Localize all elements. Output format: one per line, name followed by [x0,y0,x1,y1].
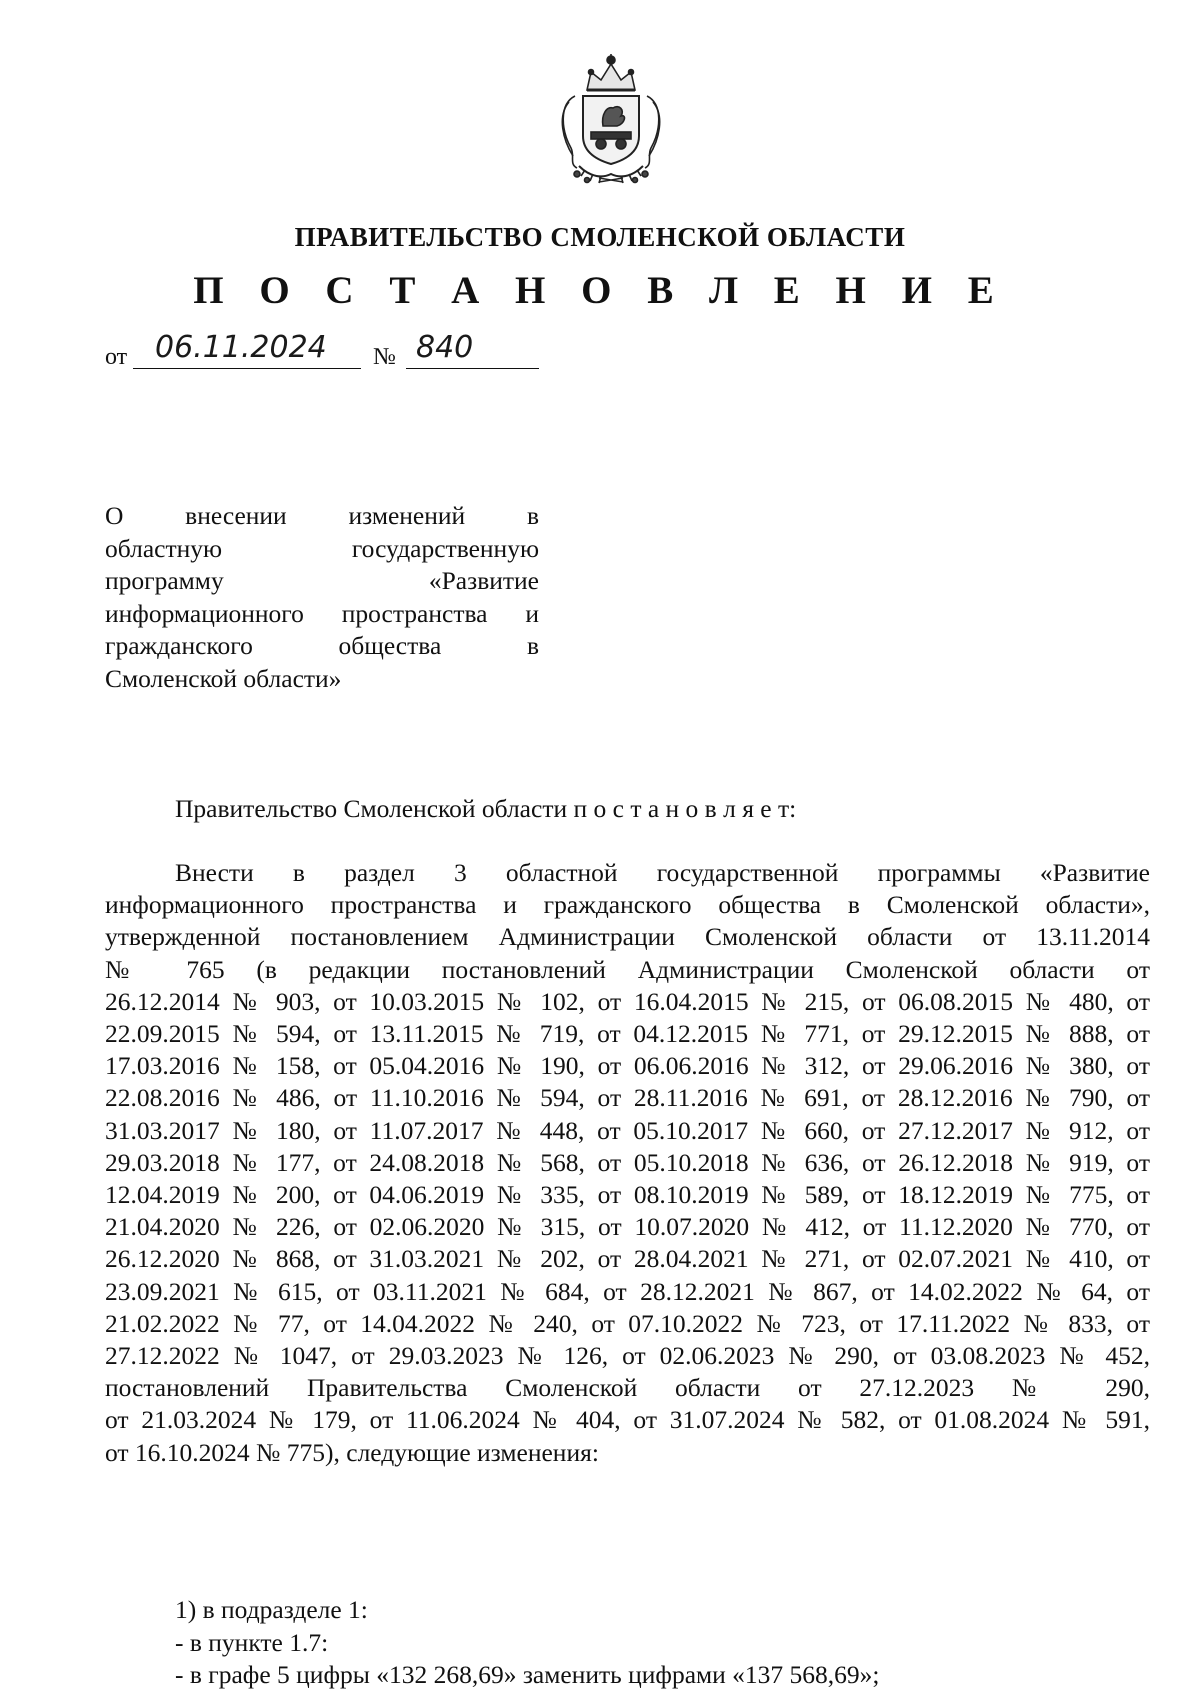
body-line: 17.03.2016 № 158, от 05.04.2016 № 190, от 06.06.2016 № 312, от 29.06.2016 № 380, от [105,1051,1150,1081]
body-line: 31.03.2017 № 180, от 11.07.2017 № 448, от 05.10.2017 № 660, от 27.12.2017 № 912, от [105,1115,1150,1145]
government-title: ПРАВИТЕЛЬСТВО СМОЛЕНСКОЙ ОБЛАСТИ [294,222,906,252]
body-line: утвержденной постановлением Администрации Смоленской области от 13.11.2014 [105,922,1150,952]
body-line: 22.09.2015 № 594, от 13.11.2015 № 719, от 04.12.2015 № 771, от 29.12.2015 № 888, от [105,1019,1150,1049]
body-line: № 765 (в редакции постановлений Администрации Смоленской области от [105,954,1150,984]
body-line: от 21.03.2024 № 179, от 11.06.2024 № 404, от 31.07.2024 № 582, от 01.08.2024 № 591, [105,1405,1150,1435]
document-subject [105,500,539,695]
from-label: от [105,344,128,370]
body-line: 22.08.2016 № 486, от 11.10.2016 № 594, от 28.11.2016 № 691, от 28.12.2016 № 790, от [105,1083,1150,1113]
body-line: 27.12.2022 № 1047, от 29.03.2023 № 126, от 02.06.2023 № 290, от 03.08.2023 № 452, [105,1341,1150,1371]
list-item: - в графе 5 цифры «132 268,69» заменить цифрами «137 568,69»; [175,1660,880,1689]
body-paragraph [105,857,1150,1469]
amendment-list [175,1594,880,1692]
body-line: постановлений Правительства Смоленской области от 27.12.2023 № 290, [105,1373,1150,1403]
body-line: от 16.10.2024 № 775), следующие изменения: [105,1437,599,1467]
body-line: информационного пространства и гражданского общества в Смоленской области», [105,890,1150,920]
subject-line: Смоленской области» [105,663,342,693]
subject-line: программу «Развитие [105,566,539,595]
body-line: 21.02.2022 № 77, от 14.04.2022 № 240, от 07.10.2022 № 723, от 17.11.2022 № 833, от [105,1308,1150,1338]
list-item: - в пункте 1.7: [175,1627,329,1657]
body-line: Внести в раздел 3 областной государственной программы «Развитие [175,858,1150,887]
handwritten-date: 06.11.2024 [155,330,327,365]
body-line: 21.04.2020 № 226, от 02.06.2020 № 315, от 10.07.2020 № 412, от 11.12.2020 № 770, от [105,1212,1150,1242]
subject-line: областную государственную [105,533,539,563]
subject-line: информационного пространства и [105,598,539,628]
body-line: 26.12.2014 № 903, от 10.03.2015 № 102, от 16.04.2015 № 215, от 06.08.2015 № 480, от [105,986,1150,1016]
handwritten-number: 840 [416,330,474,365]
subject-line: О внесении изменений в [105,501,539,530]
number-label: № [373,344,396,370]
body-line: 29.03.2018 № 177, от 24.08.2018 № 568, от 05.10.2018 № 636, от 26.12.2018 № 919, от [105,1147,1150,1177]
body-line: 12.04.2019 № 200, от 04.06.2019 № 335, от 08.10.2019 № 589, от 18.12.2019 № 775, от [105,1180,1150,1210]
list-item: 1) в подразделе 1: [175,1595,368,1624]
body-line: 26.12.2020 № 868, от 31.03.2021 № 202, от 28.04.2021 № 271, от 02.07.2021 № 410, от [105,1244,1150,1274]
coat-of-arms-emblem [555,52,667,186]
body-line: 23.09.2021 № 615, от 03.11.2021 № 684, от 28.12.2021 № 867, от 14.02.2022 № 64, от [105,1276,1150,1306]
document-type-title: П О С Т А Н О В Л Е Н И Е [193,269,1007,312]
decree-statement: Правительство Смоленской области п о с т а н о в л я е т: [175,794,797,823]
subject-line: гражданского общества в [105,631,539,660]
number-underline [406,330,539,369]
date-underline [133,330,361,369]
